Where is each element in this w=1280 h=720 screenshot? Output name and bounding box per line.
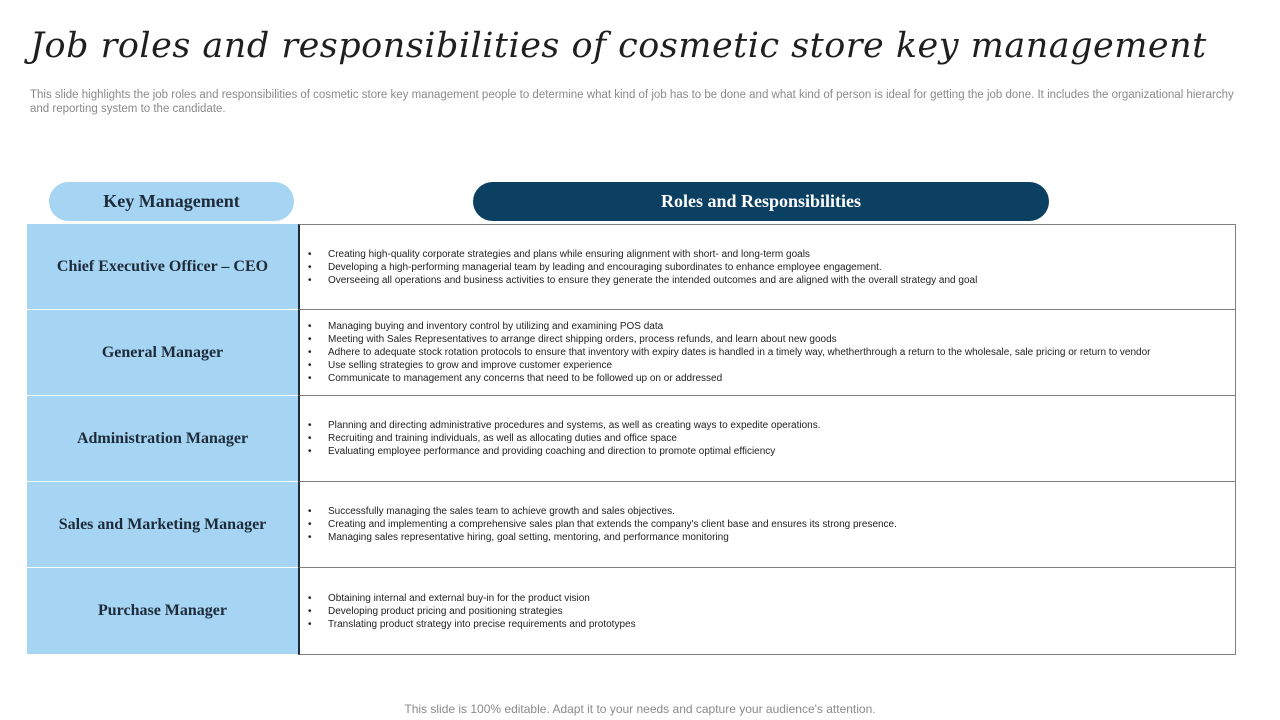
table-row [27, 224, 1236, 310]
role-name-cell: Chief Executive Officer – CEO [27, 224, 298, 310]
responsibilities-list [300, 592, 636, 631]
responsibilities-list [300, 505, 897, 544]
responsibilities-cell [298, 310, 1236, 396]
responsibilities-cell [298, 568, 1236, 655]
role-name-cell: General Manager [27, 310, 298, 396]
responsibilities-list [300, 419, 821, 458]
list-item: • Developing product pricing and positioning strategies [328, 605, 636, 618]
role-name-cell: Administration Manager [27, 396, 298, 482]
role-name-cell: Sales and Marketing Manager [27, 482, 298, 568]
list-item: • Adhere to adequate stock rotation protocols to ensure that inventory with expiry dates is handled in a timely way, whetherthrough a return to the wholesale, sale pricing or return to vendor [328, 346, 1151, 359]
table-row [27, 568, 1236, 655]
roles-table [27, 224, 1236, 655]
list-item: • Creating high-quality corporate strategies and plans while ensuring alignment with short- and long-term goals [328, 248, 977, 261]
table-row [27, 396, 1236, 482]
table-row [27, 482, 1236, 568]
list-item: • Recruiting and training individuals, as well as allocating duties and office space [328, 432, 821, 445]
responsibilities-cell [298, 224, 1236, 310]
list-item: • Planning and directing administrative procedures and systems, as well as creating ways to expedite operations. [328, 419, 821, 432]
list-item: • Evaluating employee performance and providing coaching and direction to promote optimal efficiency [328, 445, 821, 458]
responsibilities-list [300, 320, 1151, 385]
roles-responsibilities-header: Roles and Responsibilities [473, 182, 1049, 221]
responsibilities-cell [298, 396, 1236, 482]
list-item: • Obtaining internal and external buy-in for the product vision [328, 592, 636, 605]
list-item: • Use selling strategies to grow and improve customer experience [328, 359, 1151, 372]
list-item: • Managing sales representative hiring, goal setting, mentoring, and performance monitoring [328, 531, 897, 544]
slide-subtitle: This slide highlights the job roles and responsibilities of cosmetic store key management people to determine what kind of job has to be done and what kind of person is ideal for getting the job done. It includes the organizational hierarchy and reporting system to the candidate. [30, 89, 1234, 115]
list-item: • Meeting with Sales Representatives to arrange direct shipping orders, process refunds, and learn about new goods [328, 333, 1151, 346]
table-row [27, 310, 1236, 396]
list-item: • Overseeing all operations and business activities to ensure they generate the intended outcomes and are aligned with the overall strategy and goal [328, 274, 977, 287]
footer-note: This slide is 100% editable. Adapt it to your needs and capture your audience's attention. [404, 702, 876, 716]
list-item: • Translating product strategy into precise requirements and prototypes [328, 618, 636, 631]
responsibilities-cell [298, 482, 1236, 568]
slide-title: Job roles and responsibilities of cosmetic store key management [30, 26, 1207, 66]
list-item: • Managing buying and inventory control by utilizing and examining POS data [328, 320, 1151, 333]
list-item: • Successfully managing the sales team to achieve growth and sales objectives. [328, 505, 897, 518]
list-item: • Communicate to management any concerns that need to be followed up on or addressed [328, 372, 1151, 385]
list-item: • Developing a high-performing managerial team by leading and encouraging subordinates to enhance employee engagement. [328, 261, 977, 274]
role-name-cell: Purchase Manager [27, 568, 298, 655]
responsibilities-list [300, 248, 977, 287]
key-management-header: Key Management [49, 182, 294, 221]
list-item: • Creating and implementing a comprehensive sales plan that extends the company's client base and ensures its strong presence. [328, 518, 897, 531]
